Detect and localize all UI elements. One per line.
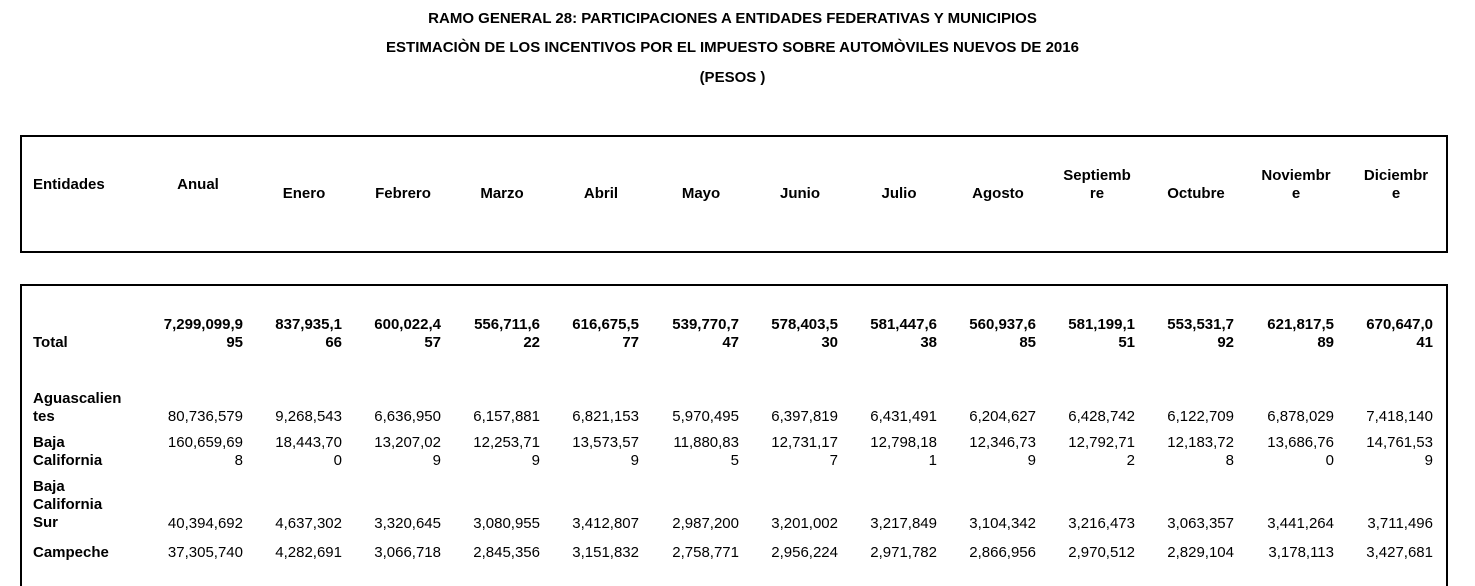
header-octubre: Octubre (1167, 185, 1225, 202)
header-agosto: Agosto (972, 185, 1024, 202)
cell-anual: 80,736,579 (167, 408, 243, 425)
cell-noviembre: 6,878,029 (1267, 408, 1334, 425)
cell-septiembre: 581,199,1 51 (1068, 316, 1135, 351)
cell-enero: 837,935,1 66 (275, 316, 342, 351)
cell-anual: 160,659,69 8 (167, 434, 243, 469)
header-febrero: Febrero (375, 185, 431, 202)
cell-julio: 3,217,849 (870, 515, 937, 532)
cell-abril: 3,412,807 (572, 515, 639, 532)
cell-diciembre: 3,711,496 (1367, 515, 1433, 532)
cell-noviembre: 621,817,5 89 (1267, 316, 1334, 351)
cell-enero: 4,637,302 (275, 515, 342, 532)
report-subtitle: ESTIMACIÒN DE LOS INCENTIVOS POR EL IMPUESTO SOBRE AUTOMÒVILES NUEVOS DE 2016 (386, 39, 1079, 56)
header-entidades: Entidades (33, 176, 105, 193)
header-diciembre: Diciembr e (1363, 167, 1429, 202)
cell-abril: 6,821,153 (572, 408, 639, 425)
cell-mayo: 2,758,771 (672, 544, 739, 561)
cell-anual: 40,394,692 (167, 515, 243, 532)
cell-febrero: 3,066,718 (374, 544, 441, 561)
cell-octubre: 2,829,104 (1167, 544, 1234, 561)
cell-diciembre: 670,647,0 41 (1366, 316, 1433, 351)
cell-marzo: 6,157,881 (473, 408, 540, 425)
cell-septiembre: 3,216,473 (1068, 515, 1135, 532)
cell-agosto: 6,204,627 (969, 408, 1036, 425)
cell-septiembre: 6,428,742 (1068, 408, 1135, 425)
cell-junio: 6,397,819 (771, 408, 838, 425)
row-label-campeche: Campeche (33, 544, 109, 561)
header-mayo: Mayo (681, 185, 721, 202)
cell-anual: 37,305,740 (167, 544, 243, 561)
cell-octubre: 12,183,72 8 (1167, 434, 1234, 469)
cell-diciembre: 14,761,53 9 (1366, 434, 1433, 469)
cell-mayo: 2,987,200 (672, 515, 739, 532)
cell-enero: 9,268,543 (275, 408, 342, 425)
cell-febrero: 600,022,4 57 (374, 316, 441, 351)
row-label-aguascalientes: Aguascalien tes (33, 390, 122, 425)
cell-mayo: 5,970,495 (672, 408, 739, 425)
cell-septiembre: 2,970,512 (1068, 544, 1135, 561)
header-septiembre: Septiemb re (1063, 167, 1131, 202)
cell-febrero: 3,320,645 (374, 515, 441, 532)
cell-junio: 3,201,002 (771, 515, 838, 532)
header-junio: Junio (780, 185, 820, 202)
header-marzo: Marzo (480, 185, 524, 202)
cell-septiembre: 12,792,71 2 (1068, 434, 1135, 469)
cell-noviembre: 3,178,113 (1268, 544, 1334, 561)
cell-mayo: 11,880,83 5 (673, 434, 739, 469)
cell-abril: 13,573,57 9 (572, 434, 639, 469)
cell-noviembre: 13,686,76 0 (1267, 434, 1334, 469)
cell-agosto: 3,104,342 (969, 515, 1036, 532)
header-julio: Julio (881, 185, 917, 202)
cell-marzo: 2,845,356 (473, 544, 540, 561)
header-abril: Abril (583, 185, 619, 202)
cell-junio: 2,956,224 (771, 544, 838, 561)
cell-agosto: 560,937,6 85 (969, 316, 1036, 351)
row-label-baja-california-sur: Baja California Sur (33, 478, 103, 531)
cell-abril: 616,675,5 77 (572, 316, 639, 351)
cell-diciembre: 3,427,681 (1366, 544, 1433, 561)
row-label-total: Total (33, 334, 68, 351)
report-units: (PESOS ) (699, 69, 766, 86)
cell-noviembre: 3,441,264 (1267, 515, 1334, 532)
cell-marzo: 12,253,71 9 (473, 434, 540, 469)
cell-julio: 12,798,18 1 (870, 434, 937, 469)
cell-abril: 3,151,832 (572, 544, 639, 561)
cell-junio: 12,731,17 7 (771, 434, 838, 469)
cell-octubre: 3,063,357 (1167, 515, 1234, 532)
cell-anual: 7,299,099,9 95 (163, 316, 243, 351)
cell-agosto: 2,866,956 (969, 544, 1036, 561)
cell-diciembre: 7,418,140 (1366, 408, 1433, 425)
report-title: RAMO GENERAL 28: PARTICIPACIONES A ENTIDADES FEDERATIVAS Y MUNICIPIOS (428, 10, 1037, 27)
cell-febrero: 13,207,02 9 (374, 434, 441, 469)
cell-enero: 18,443,70 0 (275, 434, 342, 469)
row-label-baja-california: Baja California (33, 434, 103, 469)
cell-marzo: 556,711,6 22 (474, 316, 540, 351)
cell-julio: 6,431,491 (870, 408, 937, 425)
cell-junio: 578,403,5 30 (771, 316, 838, 351)
header-noviembre: Noviembr e (1261, 167, 1331, 202)
header-anual: Anual (177, 176, 219, 193)
cell-julio: 2,971,782 (870, 544, 937, 561)
cell-octubre: 553,531,7 92 (1167, 316, 1234, 351)
cell-enero: 4,282,691 (275, 544, 342, 561)
cell-marzo: 3,080,955 (473, 515, 540, 532)
cell-mayo: 539,770,7 47 (672, 316, 739, 351)
cell-agosto: 12,346,73 9 (969, 434, 1036, 469)
cell-julio: 581,447,6 38 (870, 316, 937, 351)
header-enero: Enero (282, 185, 326, 202)
cell-febrero: 6,636,950 (374, 408, 441, 425)
cell-octubre: 6,122,709 (1167, 408, 1234, 425)
